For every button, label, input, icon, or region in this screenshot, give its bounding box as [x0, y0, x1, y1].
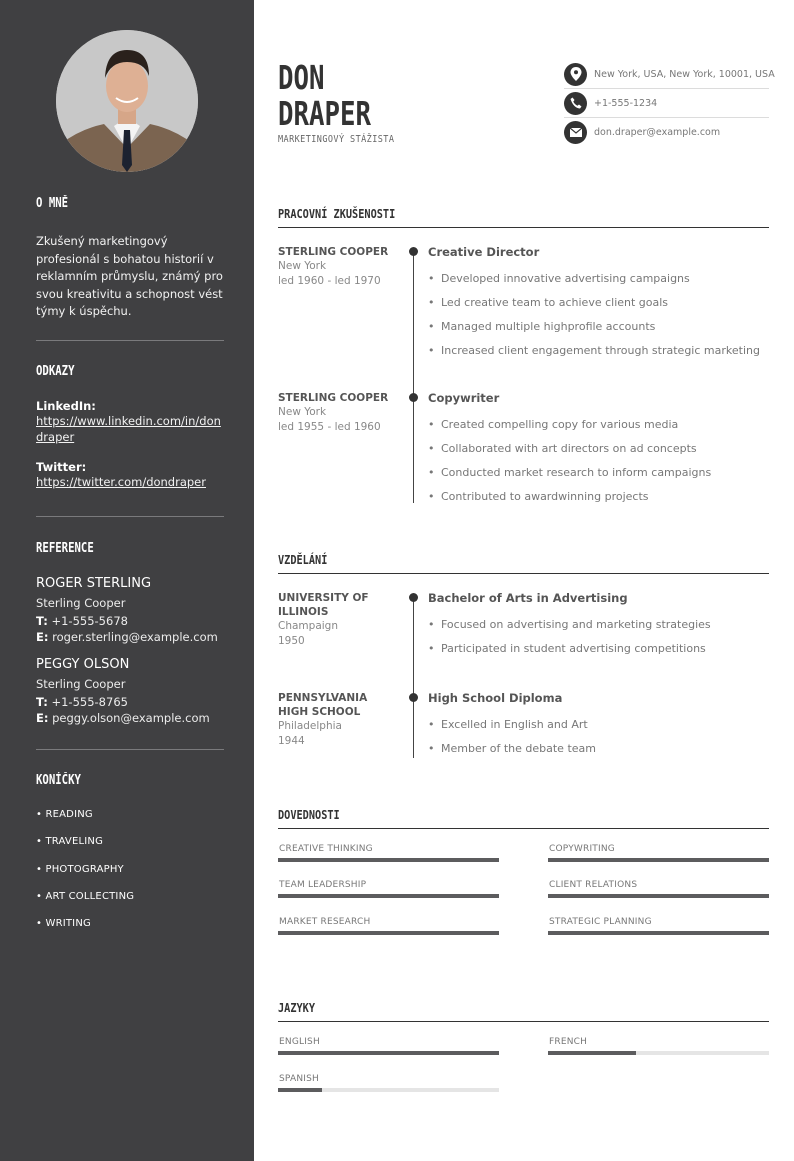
linkedin-label: LinkedIn:: [36, 399, 96, 413]
reference-item: [36, 576, 224, 645]
language-bar-fill: [278, 1051, 499, 1055]
skill-bar: [278, 931, 499, 935]
hobbies-heading: KONÍČKY: [36, 773, 81, 788]
reference-email-label: E:: [36, 630, 49, 644]
skill-item: [548, 844, 769, 862]
language-bar-fill: [278, 1088, 322, 1092]
experience-detail: [428, 245, 768, 363]
graduation-year: 1944: [278, 734, 305, 747]
reference-phone: +1-555-8765: [51, 695, 128, 709]
skill-name: STRATEGIC PLANNING: [549, 917, 652, 927]
skills-heading: DOVEDNOSTI: [278, 807, 769, 829]
twitter-label: Twitter:: [36, 460, 87, 474]
language-name: ENGLISH: [279, 1037, 320, 1047]
hobby-item: • TRAVELING: [36, 836, 104, 847]
list-item: • Member of the debate team: [428, 737, 768, 761]
skill-name: MARKET RESEARCH: [279, 917, 371, 927]
skill-name: TEAM LEADERSHIP: [279, 880, 367, 890]
reference-company: Sterling Cooper: [36, 677, 126, 691]
job-role: Creative Director: [428, 245, 540, 259]
links-heading: ODKAZY: [36, 364, 75, 379]
skill-bar-fill: [548, 858, 769, 862]
phone-icon: [564, 92, 587, 115]
timeline-dot: [409, 593, 418, 602]
reference-name: PEGGY OLSON: [36, 657, 130, 672]
skill-item: [278, 844, 499, 862]
language-bar: [278, 1051, 499, 1055]
last-name: DRAPER: [278, 94, 371, 133]
reference-company: Sterling Cooper: [36, 596, 126, 610]
list-item: • Created compelling copy for various media: [428, 413, 768, 437]
email-text: don.draper@example.com: [594, 127, 721, 138]
skill-item: [278, 917, 499, 935]
skill-name: COPYWRITING: [549, 844, 615, 854]
phone-text: +1-555-1234: [594, 97, 658, 109]
reference-phone-label: T:: [36, 695, 48, 709]
links-section: [36, 364, 224, 490]
skill-name: CLIENT RELATIONS: [549, 880, 638, 890]
references-section: [36, 541, 224, 726]
sidebar-divider: [36, 749, 224, 750]
company-name: STERLING COOPER: [278, 246, 389, 258]
sidebar-divider: [36, 340, 224, 341]
first-name: DON: [278, 58, 325, 97]
education-timeline: [413, 597, 414, 758]
timeline-dot: [409, 693, 418, 702]
profile-photo: [56, 30, 198, 172]
language-name: SPANISH: [279, 1074, 319, 1084]
list-item: • Led creative team to achieve client goals: [428, 291, 768, 315]
job-role: Copywriter: [428, 391, 500, 405]
school-name: ILLINOIS: [278, 606, 329, 618]
envelope-icon: [564, 121, 587, 144]
reference-email-label: E:: [36, 711, 49, 725]
list-item: • Increased client engagement through strategic marketing: [428, 339, 768, 363]
school-location: Champaign: [278, 620, 338, 632]
school-name: UNIVERSITY OF: [278, 592, 369, 604]
skill-item: [548, 880, 769, 898]
list-item: • Excelled in English and Art: [428, 713, 768, 737]
reference-email: peggy.olson@example.com: [52, 711, 210, 725]
graduation-year: 1950: [278, 634, 305, 647]
skill-bar: [548, 931, 769, 935]
list-item: • Managed multiple highprofile accounts: [428, 315, 768, 339]
hobby-item: • ART COLLECTING: [36, 891, 135, 902]
twitter-link[interactable]: https://twitter.com/dondraper: [36, 475, 206, 489]
experience-heading: PRACOVNÍ ZKUŠENOSTI: [278, 206, 769, 228]
experience-meta: [278, 391, 398, 434]
experience-timeline: [413, 251, 414, 503]
company-location: New York: [278, 260, 327, 272]
timeline-dot: [409, 393, 418, 402]
list-item: • Developed innovative advertising campaigns: [428, 267, 768, 291]
company-name: STERLING COOPER: [278, 392, 389, 404]
skill-bar-fill: [278, 858, 499, 862]
language-item: [278, 1074, 499, 1092]
employment-dates: led 1960 - led 1970: [278, 274, 381, 287]
reference-phone-label: T:: [36, 614, 48, 628]
employment-dates: led 1955 - led 1960: [278, 420, 381, 433]
reference-phone: +1-555-5678: [51, 614, 128, 628]
languages-heading: JAZYKY: [278, 1000, 769, 1022]
degree-title: High School Diploma: [428, 691, 563, 705]
skill-bar-fill: [548, 931, 769, 935]
contact-email: [564, 118, 769, 147]
school-name: PENNSYLVANIA: [278, 692, 368, 704]
list-item: • Participated in student advertising competitions: [428, 637, 768, 661]
language-bar: [278, 1088, 499, 1092]
about-text: Zkušený marketingový profesionál s bohatou historií v reklamním průmyslu, známý pro svou kreativitu a schopnost vést týmy k úspěchu.: [36, 234, 223, 318]
skill-bar: [278, 858, 499, 862]
language-item: [548, 1037, 769, 1055]
skill-bar-fill: [548, 894, 769, 898]
about-section: [36, 196, 224, 321]
skill-item: [278, 880, 499, 898]
hobby-item: • WRITING: [36, 918, 91, 929]
location-pin-icon: [564, 63, 587, 86]
reference-item: [36, 657, 224, 726]
language-bar-fill: [548, 1051, 636, 1055]
school-name: HIGH SCHOOL: [278, 706, 361, 718]
contact-address: [564, 60, 775, 89]
experience-meta: [278, 245, 398, 288]
hobby-item: • READING: [36, 809, 93, 820]
about-heading: O MNĚ: [36, 196, 69, 211]
list-item: • Contributed to awardwinning projects: [428, 485, 768, 509]
skill-bar: [548, 894, 769, 898]
skill-name: CREATIVE THINKING: [279, 844, 373, 854]
education-meta: [278, 691, 398, 748]
language-bar: [548, 1051, 769, 1055]
education-detail: [428, 691, 768, 761]
sidebar-divider: [36, 516, 224, 517]
hobbies-section: [36, 773, 224, 933]
reference-name: ROGER STERLING: [36, 576, 152, 591]
list-item: • Collaborated with art directors on ad concepts: [428, 437, 768, 461]
reference-email: roger.sterling@example.com: [52, 630, 218, 644]
contact-phone: [564, 89, 769, 118]
timeline-dot: [409, 247, 418, 256]
degree-title: Bachelor of Arts in Advertising: [428, 591, 628, 605]
education-meta: [278, 591, 398, 648]
school-location: Philadelphia: [278, 720, 342, 732]
experience-detail: [428, 391, 768, 509]
skill-bar: [278, 894, 499, 898]
skill-item: [548, 917, 769, 935]
company-location: New York: [278, 406, 327, 418]
references-heading: REFERENCE: [36, 541, 94, 556]
language-name: FRENCH: [549, 1037, 588, 1047]
education-heading: VZDĚLÁNÍ: [278, 552, 769, 574]
address-text: New York, USA, New York, 10001, USA: [594, 68, 775, 80]
hobby-item: • PHOTOGRAPHY: [36, 864, 124, 875]
list-item: • Focused on advertising and marketing strategies: [428, 613, 768, 637]
skill-bar-fill: [278, 894, 499, 898]
education-detail: [428, 591, 768, 661]
linkedin-link[interactable]: https://www.linkedin.com/in/dondraper: [36, 414, 221, 444]
language-item: [278, 1037, 499, 1055]
skill-bar: [548, 858, 769, 862]
list-item: • Conducted market research to inform campaigns: [428, 461, 768, 485]
job-title: MARKETINGOVÝ STÁŽISTA: [278, 134, 395, 145]
skill-bar-fill: [278, 931, 499, 935]
